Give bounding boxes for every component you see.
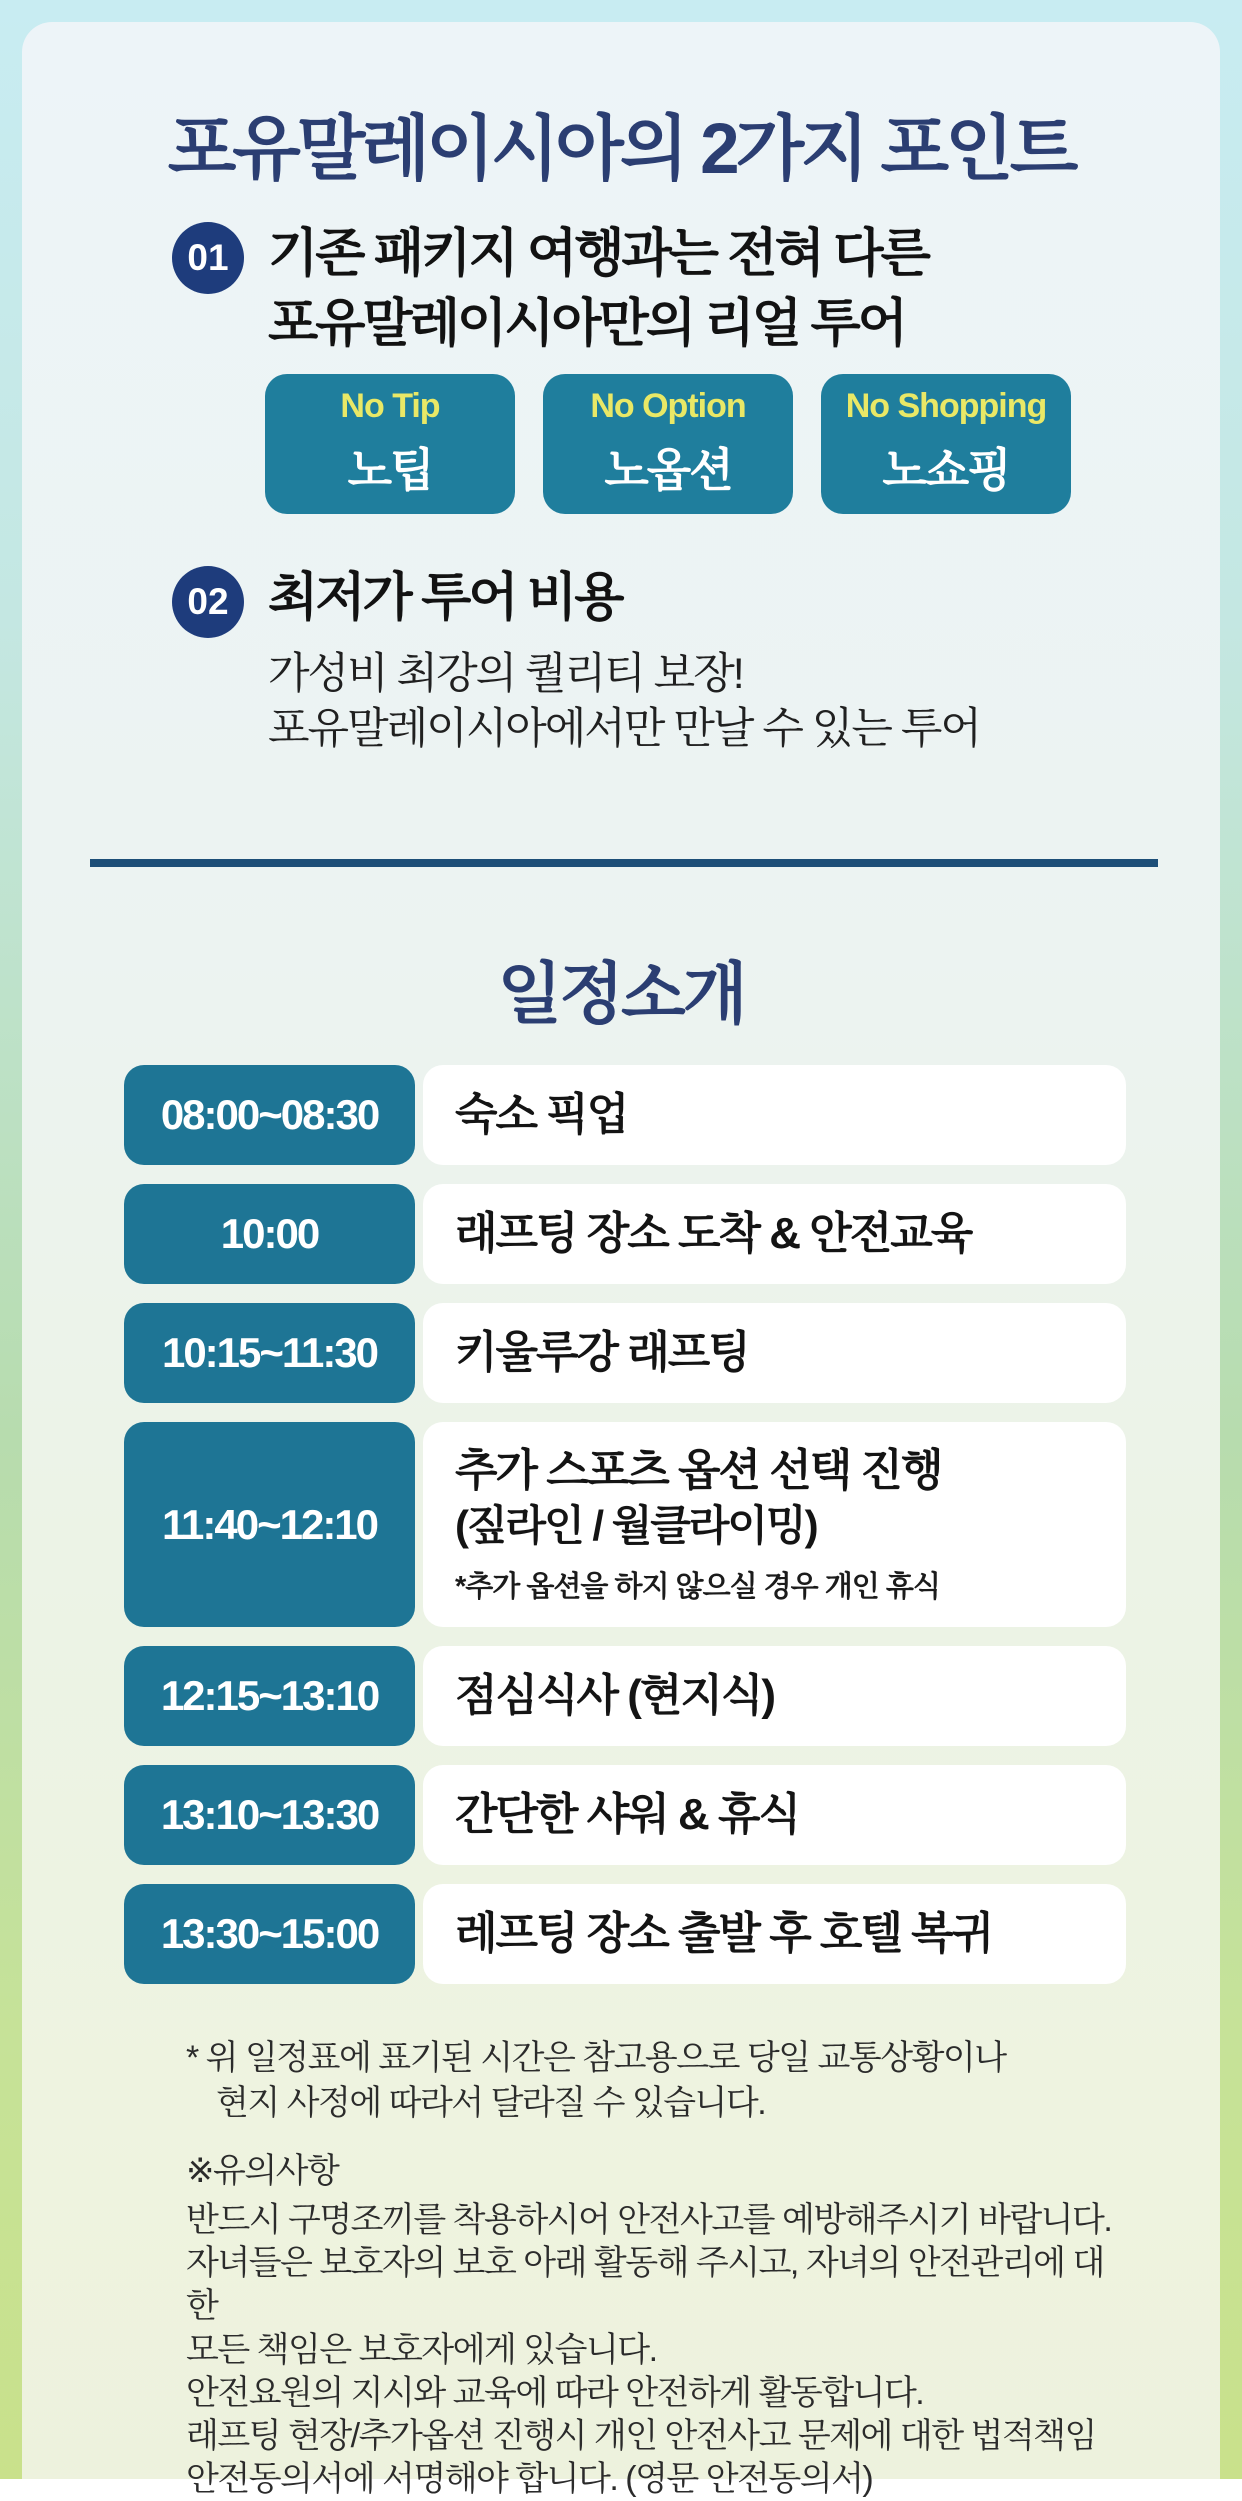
- schedule-row: [124, 1765, 1126, 1865]
- caution-line: 안전요원의 지시와 교육에 따라 안전하게 활동합니다.: [186, 2373, 924, 2412]
- schedule-desc: 레프팅 장소 출발 후 호텔 복귀: [423, 1884, 1126, 1984]
- caution-line: 모든 책임은 보호자에게 있습니다.: [186, 2330, 657, 2369]
- schedule-time: 13:10~13:30: [124, 1765, 415, 1865]
- point-02-heading: 최저가 투어 비용: [268, 568, 622, 627]
- point-02-sub: [268, 647, 980, 757]
- schedule-time: 10:15~11:30: [124, 1303, 415, 1403]
- notes-section: [186, 2036, 1132, 2501]
- section-divider: [90, 859, 1158, 867]
- caution-block: [186, 2150, 1132, 2501]
- caution-title: ※유의사항: [186, 2151, 339, 2190]
- schedule-row: [124, 1884, 1126, 1984]
- point-01-heading-line1: 기존 패키지 여행과는 전혀 다른: [268, 225, 928, 284]
- schedule-heading: 일정소개: [497, 957, 745, 1033]
- caution-line: 안전동의서에 서명해야 합니다. (영문 안전동의서): [186, 2460, 873, 2499]
- no-badges-row: [265, 374, 1132, 514]
- caution-line: 래프팅 현장/추가옵션 진행시 개인 안전사고 문제에 대한 법적책임: [186, 2416, 1096, 2455]
- disclaimer-line1: * 위 일정표에 표기된 시간은 참고용으로 당일 교통상황이나: [186, 2039, 1006, 2078]
- no-shopping-badge: [821, 374, 1071, 514]
- schedule-time: 12:15~13:10: [124, 1646, 415, 1746]
- disclaimer-line2: 현지 사정에 따라서 달라질 수 있습니다.: [216, 2084, 766, 2122]
- schedule-disclaimer: [186, 2036, 1132, 2126]
- schedule-desc: 래프팅 장소 도착 & 안전교육: [423, 1184, 1126, 1284]
- schedule-row: [124, 1184, 1126, 1284]
- schedule-desc: 간단한 샤워 & 휴식: [423, 1765, 1126, 1865]
- schedule-time: 11:40~12:10: [124, 1422, 415, 1627]
- point-01-number-badge: 01: [172, 222, 244, 294]
- schedule-desc: 추가 스포츠 옵션 선택 진행 (짚라인 / 월클라이밍) *추가 옵션을 하지 않으실 경우 개인 휴식: [423, 1422, 1126, 1627]
- no-tip-label-kr: 노팁: [347, 444, 433, 497]
- caution-line: 자녀들은 보호자의 보호 아래 활동해 주시고, 자녀의 안전관리에 대한: [186, 2244, 1104, 2326]
- point-02-number-badge: 02: [172, 566, 244, 638]
- no-tip-badge: [265, 374, 515, 514]
- schedule-desc: 숙소 픽업: [423, 1065, 1126, 1165]
- point-01-section: [172, 220, 1132, 359]
- schedule-desc: 키울루강 래프팅: [423, 1303, 1126, 1403]
- point-02-heading-block: [268, 564, 980, 758]
- schedule-row: [124, 1422, 1126, 1627]
- schedule-row: [124, 1303, 1126, 1403]
- schedule-time: 08:00~08:30: [124, 1065, 415, 1165]
- no-shopping-label-en: No Shopping: [845, 387, 1047, 426]
- caution-line: 반드시 구명조끼를 착용하시어 안전사고를 예방해주시기 바랍니다.: [186, 2201, 1112, 2240]
- schedule-desc: 점심식사 (현지식): [423, 1646, 1126, 1746]
- point-02-section: [172, 564, 1132, 758]
- schedule-row: [124, 1065, 1126, 1165]
- schedule-time: 13:30~15:00: [124, 1884, 415, 1984]
- point-02-sub-line2: 포유말레이시아에서만 만날 수 있는 투어: [268, 705, 980, 754]
- page-title: 포유말레이시아의 2가지 포인트: [167, 110, 1075, 189]
- no-option-badge: [543, 374, 793, 514]
- point-02-sub-line1: 가성비 최강의 퀄리티 보장!: [268, 650, 743, 699]
- point-01-heading: [268, 220, 928, 359]
- no-tip-label-en: No Tip: [340, 387, 440, 426]
- point-01-heading-line2: 포유말레이시아만의 리얼 투어: [268, 294, 905, 353]
- no-option-label-kr: 노옵션: [604, 444, 732, 497]
- schedule-time: 10:00: [124, 1184, 415, 1284]
- schedule-table: [124, 1065, 1126, 1984]
- no-option-label-en: No Option: [590, 387, 746, 426]
- schedule-row: [124, 1646, 1126, 1746]
- no-shopping-label-kr: 노쇼핑: [882, 444, 1010, 497]
- content-card: [22, 22, 1220, 2499]
